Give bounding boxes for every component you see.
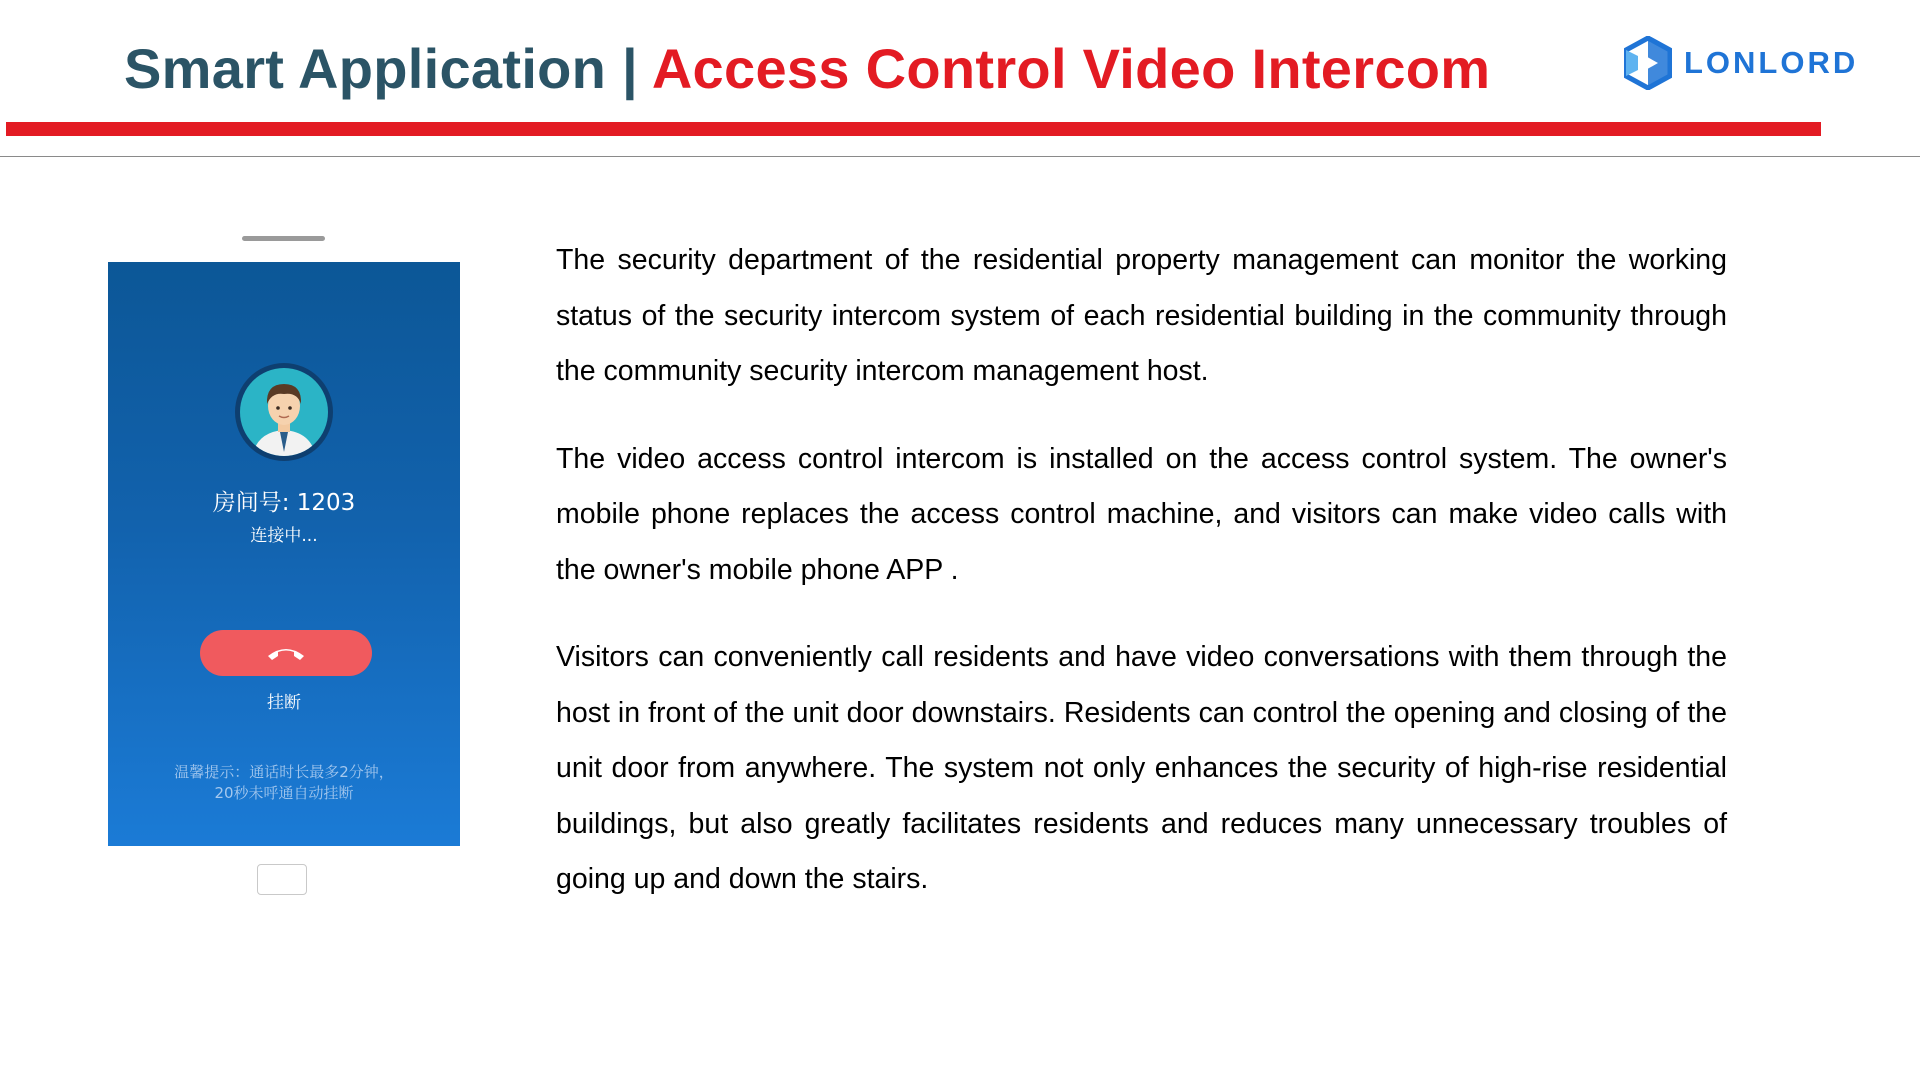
phone-home-button (257, 864, 307, 895)
slide-title (124, 36, 1490, 101)
hangup-label: 挂断 (267, 693, 301, 713)
phone-call-screen (108, 262, 460, 846)
logo-wordmark: LONLORD (1684, 45, 1859, 80)
call-tip-line-2: 20秒未呼通自动挂断 (214, 784, 354, 802)
hangup-button[interactable] (200, 630, 372, 676)
header-red-bar (6, 122, 1821, 136)
call-tip (108, 762, 460, 804)
phone-speaker-notch (242, 236, 325, 241)
brand-logo (1624, 36, 1858, 90)
title-part-1: Smart Application (124, 37, 607, 100)
lonlord-hexagon-logo-icon (1624, 36, 1672, 90)
description-text (556, 233, 1727, 940)
room-number: 房间号: 1203 (212, 490, 356, 516)
title-separator: | (606, 37, 652, 100)
phone-hangup-icon (265, 644, 307, 662)
call-status: 连接中... (250, 526, 318, 546)
title-part-2: Access Control Video Intercom (651, 37, 1491, 100)
user-avatar-icon (234, 362, 334, 462)
call-tip-line-1: 温馨提示：通话时长最多2分钟， (174, 763, 394, 781)
paragraph-visitors: Visitors can conveniently call residents and have video conversations with them through the host in front of the unit door downstairs. Residents can control the opening and closing of the unit door from anywhere. The system not only enhances the security of high-rise residential buildings, but also greatly facilitates residents and reduces many unnecessary troubles of going up and down the stairs. (556, 641, 1727, 895)
header-divider (0, 156, 1920, 157)
paragraph-video-intercom: The video access control intercom is installed on the access control system. The owner's mobile phone replaces the access control machine, and visitors can make video calls with the owner's mobile phone APP . (556, 442, 1727, 586)
paragraph-monitoring: The security department of the residential property management can monitor the working status of the security intercom system of each residential building in the community through the community security intercom management host. (556, 244, 1727, 387)
